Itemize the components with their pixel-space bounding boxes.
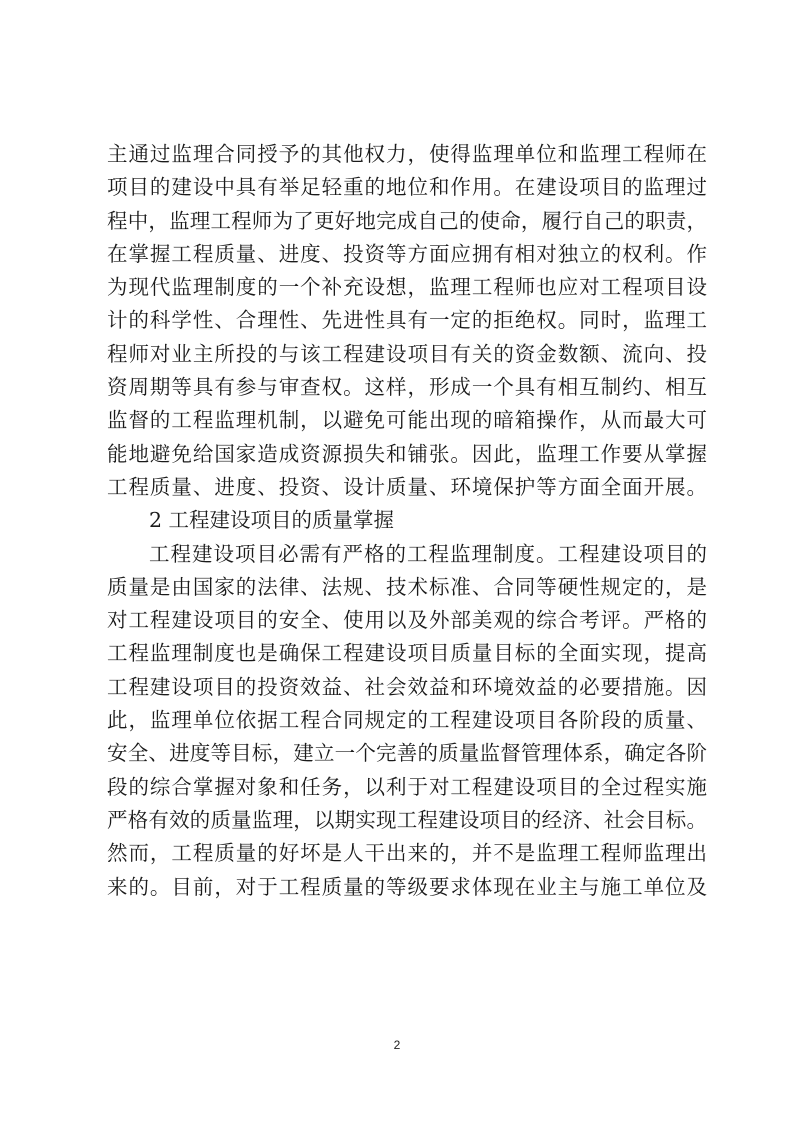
text-line: 对工程建设项目的安全、使用以及外部美观的综合考评。严格的 — [107, 608, 707, 633]
page-number: 2 — [393, 1038, 401, 1052]
text-line: 能地避免给国家造成资源损失和铺张。因此，监理工作要从掌握 — [107, 441, 707, 466]
text-line: 在掌握工程质量、进度、投资等方面应拥有相对独立的权利。作 — [107, 241, 707, 266]
text-line: 工程建设项目必需有严格的工程监理制度。工程建设项目的 — [149, 541, 707, 566]
text-line: 工程建设项目的投资效益、社会效益和环境效益的必要措施。因 — [107, 674, 707, 699]
text-line: 程中，监理工程师为了更好地完成自己的使命，履行自己的职责， — [107, 208, 707, 233]
section-heading: 2 工程建设项目的质量掌握 — [149, 508, 395, 533]
text-line: 此，监理单位依据工程合同规定的工程建设项目各阶段的质量、 — [107, 708, 707, 733]
text-line: 为现代监理制度的一个补充设想，监理工程师也应对工程项目设 — [107, 275, 707, 300]
text-line: 项目的建设中具有举足轻重的地位和作用。在建设项目的监理过 — [107, 175, 707, 200]
text-line: 来的。目前，对于工程质量的等级要求体现在业主与施工单位及 — [107, 874, 707, 899]
text-line: 监督的工程监理机制，以避免可能出现的暗箱操作，从而最大可 — [107, 408, 707, 433]
text-line: 工程监理制度也是确保工程建设项目质量目标的全面实现，提高 — [107, 641, 707, 666]
text-line: 安全、进度等目标，建立一个完善的质量监督管理体系，确定各阶 — [107, 741, 707, 766]
text-line: 计的科学性、合理性、先进性具有一定的拒绝权。同时，监理工 — [107, 308, 707, 333]
body-text — [107, 138, 707, 904]
text-line: 主通过监理合同授予的其他权力，使得监理单位和监理工程师在 — [107, 142, 707, 166]
text-line: 质量是由国家的法律、法规、技术标准、合同等硬性规定的，是 — [107, 574, 707, 599]
text-line: 工程质量、进度、投资、设计质量、环境保护等方面全面开展。 — [107, 474, 707, 499]
text-line: 资周期等具有参与审查权。这样，形成一个具有相互制约、相互 — [107, 375, 707, 400]
text-line: 程师对业主所投的与该工程建设项目有关的资金数额、流向、投 — [107, 341, 707, 366]
text-line: 严格有效的质量监理，以期实现工程建设项目的经济、社会目标。 — [107, 807, 707, 832]
text-line: 段的综合掌握对象和任务，以利于对工程建设项目的全过程实施 — [107, 774, 707, 799]
text-line: 然而，工程质量的好坏是人干出来的，并不是监理工程师监理出 — [107, 841, 707, 866]
